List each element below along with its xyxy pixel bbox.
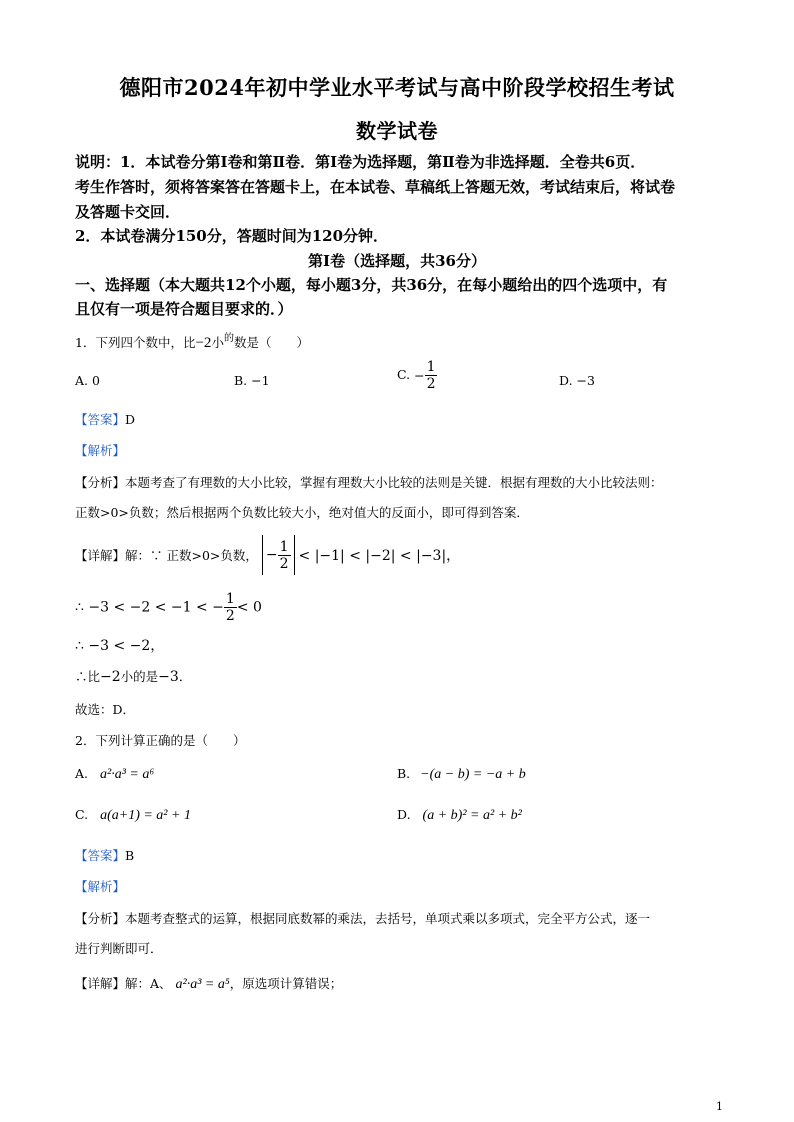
q1-stem <box>75 333 309 352</box>
q2-option-c-label: C. <box>75 807 89 822</box>
q1-option-b-value: −1 <box>251 373 270 388</box>
q1-step1-num: 1 <box>225 591 235 607</box>
q2-answer-tag: 【答案】 <box>75 848 126 863</box>
q1-detail-abs-fraction <box>262 535 295 575</box>
instructions-line3: 及答题卡交回． <box>75 203 181 221</box>
q1-step2: ∴ −3 < −2， <box>75 638 165 654</box>
exam-title: 德阳市2024年初中学业水平考试与高中阶段学校招生考试 <box>119 75 675 100</box>
q1-option-d <box>559 373 595 388</box>
q1-stem-number: −2 <box>195 335 212 351</box>
q1-step3-a: ∴比 <box>75 669 101 684</box>
q2-option-b-label: B. <box>397 766 411 781</box>
q1-option-c <box>397 360 437 391</box>
q1-option-a: A. 0 <box>75 373 100 388</box>
page-number: 1 <box>716 1100 723 1113</box>
q2-option-c-expr: a(a+1) = a² + 1 <box>100 808 191 823</box>
q2-answer <box>75 846 134 864</box>
q1-detail-fraction <box>278 540 291 571</box>
q1-option-b <box>234 373 270 388</box>
q1-option-c-label: C. <box>397 367 411 382</box>
instructions-line1: 说明：1．本试卷分第Ⅰ卷和第Ⅱ卷．第Ⅰ卷为选择题，第Ⅱ卷为非选择题．全卷共6页． <box>75 153 646 171</box>
q1-stem-small: 的 <box>223 333 234 344</box>
q1-stem-text-a: 1．下列四个数中，比 <box>75 335 196 350</box>
q1-fenxi-line1 <box>75 473 663 491</box>
q1-option-c-fraction <box>425 360 438 391</box>
q1-fenxi-line2: 正数>0>负数；然后根据两个负数比较大小，绝对值大的反面小，即可得到答案． <box>75 505 529 520</box>
q1-fenxi-tag: 【分析】 <box>75 475 126 490</box>
q1-step3-b: 小的是 <box>120 669 159 684</box>
section-title: 第Ⅰ卷（选择题，共36分） <box>308 252 486 270</box>
q2-option-a-expr: a²·a³ = a⁶ <box>100 767 155 782</box>
q1-step3 <box>75 667 191 685</box>
q1-detail-line <box>75 535 460 575</box>
q1-step1-fraction <box>224 592 237 623</box>
q2-answer-value: B <box>125 848 135 863</box>
q1-analysis-tag: 【解析】 <box>75 443 126 458</box>
q1-step3-num: −2 <box>100 669 121 685</box>
q1-answer <box>75 410 135 428</box>
q1-option-c-numerator: 1 <box>426 359 436 375</box>
q1-answer-value: D <box>125 412 136 427</box>
q1-step1 <box>75 592 262 623</box>
q1-step1-a: ∴ −3 < −2 < −1 < − <box>75 599 224 616</box>
q1-answer-tag: 【答案】 <box>75 412 126 427</box>
q2-detail-line <box>75 974 342 993</box>
q2-detail-text-a: 解：A、 <box>125 976 172 991</box>
q1-choose: 故选：D． <box>75 702 136 717</box>
q2-detail-tag: 【详解】 <box>75 976 126 991</box>
q2-stem: 2．下列计算正确的是（ ） <box>75 733 246 748</box>
q1-option-d-value: −3 <box>576 373 595 388</box>
q2-fenxi-text1: 本题考查整式的运算，根据同底数幂的乘法，去括号，单项式乘以多项式，完全平方公式，逐一 <box>125 911 651 926</box>
q1-detail-frac-sign: − <box>265 547 278 563</box>
q1-step1-b: < 0 <box>236 599 262 616</box>
q2-detail-expr: a²·a³ = a⁵ <box>175 977 230 992</box>
part1-line2: 且仅有一项是符合题目要求的．） <box>75 300 293 318</box>
q2-option-b-expr: −(a − b) = −a + b <box>420 767 526 782</box>
part1-line1: 一、选择题（本大题共12个小题，每小题3分，共36分，在每小题给出的四个选项中，有 <box>75 276 668 294</box>
q2-option-d <box>397 807 522 824</box>
q2-fenxi-line1 <box>75 909 650 927</box>
q2-option-b <box>397 766 526 783</box>
q2-option-a-label: A. <box>75 766 89 781</box>
q1-step1-den: 2 <box>225 608 235 624</box>
q1-option-b-label: B. <box>234 373 248 388</box>
q1-option-c-denominator: 2 <box>426 376 436 392</box>
q1-detail-rest: < |−1| < |−2| < |−3|， <box>298 548 461 564</box>
exam-subtitle: 数学试卷 <box>356 119 438 143</box>
q1-detail-frac-num: 1 <box>279 538 289 555</box>
q1-step3-val: −3 <box>158 669 179 685</box>
q1-option-c-sign: − <box>414 368 425 383</box>
q2-analysis-tag: 【解析】 <box>75 879 126 894</box>
q2-option-d-expr: (a + b)² = a² + b² <box>422 808 522 823</box>
q1-fenxi-text1: 本题考查了有理数的大小比较，掌握有理数大小比较的法则是关键．根据有理数的大小比较法则： <box>125 475 663 490</box>
q1-stem-text-b: 小 <box>211 335 224 350</box>
instructions-line4: 2．本试卷满分150分，答题时间为120分钟． <box>75 227 389 245</box>
q2-option-a <box>75 766 154 783</box>
instructions-line2: 考生作答时，须将答案答在答题卡上，在本试卷、草稿纸上答题无效，考试结束后，将试卷 <box>75 178 676 196</box>
q1-detail-text: 解：∵ 正数>0>负数， <box>125 548 258 563</box>
q1-detail-frac-den: 2 <box>279 555 289 572</box>
q2-fenxi-tag: 【分析】 <box>75 911 126 926</box>
q1-detail-tag: 【详解】 <box>75 548 126 563</box>
q2-option-d-label: D. <box>397 807 411 822</box>
q1-stem-text-c: 数是（ ） <box>233 335 309 350</box>
q2-detail-text-b: ，原选项计算错误； <box>229 976 343 991</box>
q1-step3-c: ． <box>178 669 192 684</box>
q1-option-d-label: D. <box>559 373 573 388</box>
q2-fenxi-line2: 进行判断即可． <box>75 941 163 956</box>
q2-option-c <box>75 807 191 824</box>
